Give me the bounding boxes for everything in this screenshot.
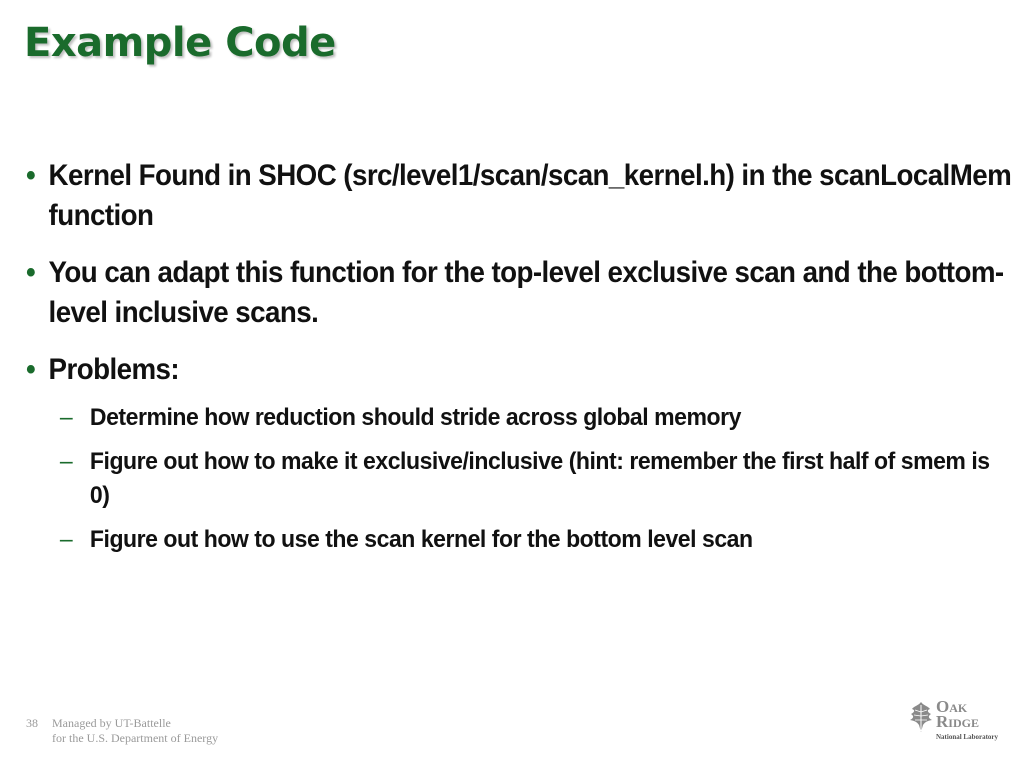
bullet-item (26, 350, 1017, 390)
sub-bullet-marker: – (59, 448, 73, 475)
bullet-text: You can adapt this function for the top-level exclusive scan and the bottom-level inclusive scans. (48, 256, 1004, 329)
slide-content (26, 156, 1012, 567)
oak-leaf-icon (906, 700, 936, 734)
slide-title: Example Code (24, 20, 336, 66)
sub-bullet-item (26, 523, 992, 557)
managed-by-text (52, 716, 218, 746)
sub-bullet-text: Figure out how to make it exclusive/inclusive (hint: remember the first half of smem is 0) (89, 448, 990, 509)
bullet-item (26, 156, 1017, 236)
page-number: 38 (26, 716, 38, 730)
managed-line-2: for the U.S. Department of Energy (52, 731, 219, 745)
sub-bullet-item (26, 445, 992, 513)
sub-bullet-text: Figure out how to use the scan kernel for the bottom level scan (89, 526, 753, 553)
logo-oak-text: Oak (936, 697, 968, 716)
bullet-text: Problems: (48, 353, 180, 386)
sub-bullet-list (26, 401, 1006, 557)
bullet-text: Kernel Found in SHOC (src/level1/scan/scan_kernel.h) in the scanLocalMem function (48, 159, 1012, 232)
bullet-marker: • (26, 353, 36, 386)
sub-bullet-marker: – (59, 526, 73, 553)
bullet-item (26, 253, 1017, 333)
logo-subtitle: National Laboratory (936, 733, 999, 741)
logo-ridge-text: Ridge (936, 712, 979, 731)
ornl-logo (906, 698, 1006, 748)
sub-bullet-item (26, 401, 992, 435)
managed-line-1: Managed by UT-Battelle (52, 716, 171, 730)
sub-bullet-text: Determine how reduction should stride across global memory (89, 404, 741, 431)
bullet-marker: • (26, 159, 36, 192)
sub-bullet-marker: – (59, 404, 73, 431)
bullet-marker: • (26, 256, 36, 289)
